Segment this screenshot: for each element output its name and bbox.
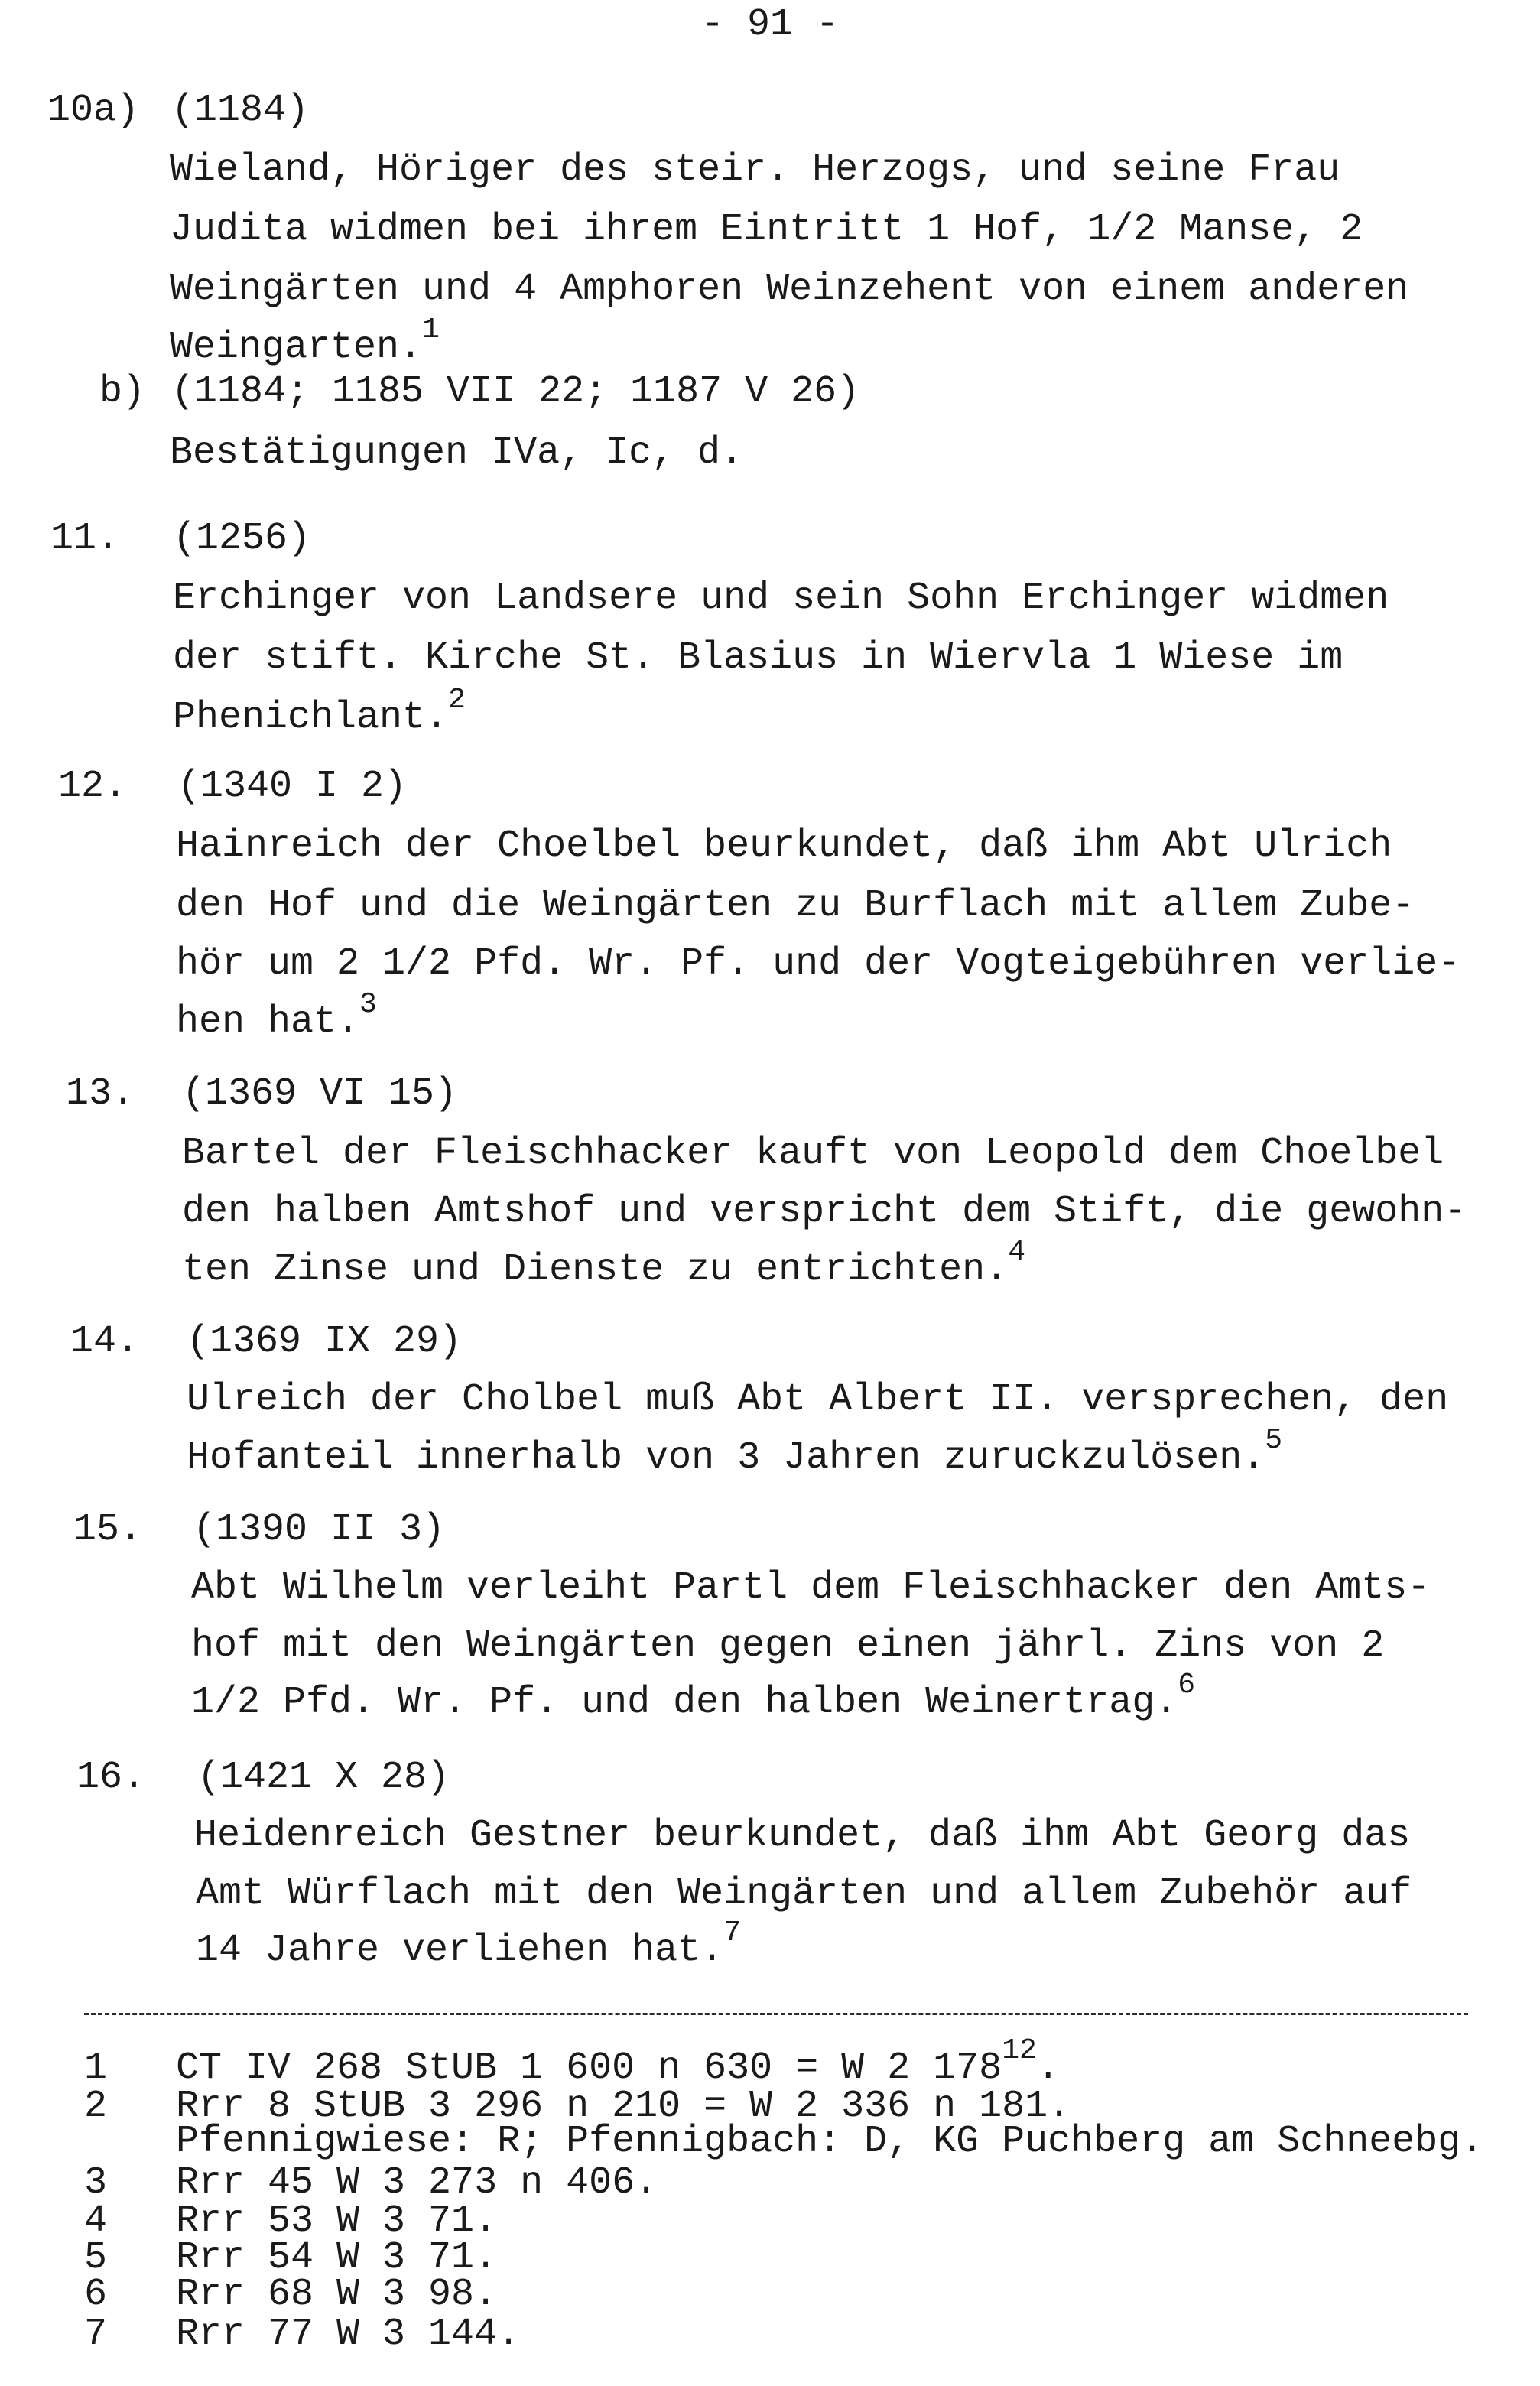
entry-text-line: Ulreich der Cholbel muß Abt Albert II. versprechen, den: [187, 1378, 1449, 1422]
entry-text-line: hör um 2 1/2 Pfd. Wr. Pf. und der Vogteigebühren verlie-: [176, 942, 1461, 986]
footnote-ref: 3: [359, 988, 377, 1021]
footnote-text: Rrr 8 StUB 3 296 n 210 = W 2 336 n 181.: [176, 2085, 1071, 2128]
entry-text-line: Weingärten und 4 Amphoren Weinzehent von einem anderen: [170, 268, 1409, 311]
entry-number: 11.: [50, 517, 120, 561]
entry-text-line-last: [176, 988, 377, 1044]
entry-text-line-last: [196, 1916, 741, 1972]
footnote-text: Rrr 53 W 3 71.: [176, 2199, 498, 2243]
entry-number: 15.: [73, 1508, 143, 1552]
footnote-ref: 4: [1008, 1236, 1025, 1269]
entry-text-line: hof mit den Weingärten gegen einen jährl. Zins von 2: [191, 1624, 1385, 1668]
entry-text: 1/2 Pfd. Wr. Pf. und den halben Weinertrag.: [191, 1681, 1178, 1724]
entry-text-line: Heidenreich Gestner beurkundet, daß ihm Abt Georg das: [194, 1814, 1411, 1858]
entry-text-line: Wieland, Höriger des steir. Herzogs, und seine Frau: [170, 148, 1340, 192]
entry-text-line-last: [191, 1669, 1196, 1724]
entry-date: (1369 IX 29): [187, 1320, 463, 1364]
footnote-text: Rrr 45 W 3 273 n 406.: [176, 2161, 658, 2205]
footnote-ref: 1: [422, 314, 440, 346]
footnote-superscript: 12: [1002, 2034, 1037, 2067]
entry-date: (1421 X 28): [197, 1756, 450, 1799]
footnote-ref: 7: [723, 1916, 741, 1949]
footnote-ref: 2: [448, 684, 466, 717]
footnote-number: 5: [84, 2236, 108, 2280]
entry-text-line: Bartel der Fleischhacker kauft von Leopold dem Choelbel: [182, 1132, 1444, 1175]
entry-text-line: Amt Würflach mit den Weingärten und allem Zubehör auf: [196, 1872, 1412, 1916]
entry-number: 10a): [47, 89, 140, 132]
footnote-number: 7: [84, 2313, 108, 2356]
footnote-number: 6: [84, 2273, 108, 2316]
footnote-text: Rrr 77 W 3 144.: [176, 2313, 521, 2356]
footnote-text: Pfennigwiese: R; Pfennigbach: D, KG Puchberg am Schneebg.: [176, 2120, 1484, 2163]
entry-text: 14 Jahre verliehen hat.: [196, 1929, 724, 1972]
page-number: - 91 -: [700, 3, 840, 47]
footnote-text: [176, 2034, 1060, 2090]
footnote-number: 3: [84, 2161, 108, 2205]
footnote-text-body: CT IV 268 StUB 1 600 n 630 = W 2 178: [176, 2046, 1002, 2090]
entry-date: (1256): [173, 517, 311, 561]
footnote-number: 4: [84, 2199, 108, 2243]
footnote-ref: 5: [1265, 1424, 1283, 1457]
entry-text-line: den halben Amtshof und verspricht dem Stift, die gewohn-: [182, 1190, 1467, 1234]
entry-text: hen hat.: [176, 1000, 360, 1044]
entry-text-line: Abt Wilhelm verleiht Partl dem Fleischhacker den Amts-: [191, 1566, 1431, 1610]
footnote-text: Rrr 54 W 3 71.: [176, 2236, 498, 2280]
footnote-text-tail: .: [1036, 2046, 1060, 2090]
entry-text: Phenichlant.: [173, 696, 449, 740]
entry-text-line: Hainreich der Choelbel beurkundet, daß ihm Abt Ulrich: [176, 824, 1392, 868]
entry-date: (1340 I 2): [177, 765, 408, 808]
entry-date: (1184): [171, 89, 310, 132]
entry-text-line: Judita widmen bei ihrem Eintritt 1 Hof, 1/2 Manse, 2: [170, 208, 1363, 252]
entry-text-line-last: [170, 314, 440, 369]
entry-text-line: Erchinger von Landsere und sein Sohn Erchinger widmen: [173, 577, 1389, 620]
footnote-number: 1: [84, 2046, 108, 2090]
footnote-ref: 6: [1178, 1669, 1196, 1702]
entry-text-line-last: [182, 1236, 1025, 1292]
entry-text-line: Bestätigungen IVa, Ic, d.: [170, 431, 744, 475]
entry-text-line-last: [173, 684, 466, 740]
footnote-separator: [84, 2013, 1468, 2015]
footnote-text: Rrr 68 W 3 98.: [176, 2273, 498, 2316]
entry-text-line: der stift. Kirche St. Blasius in Wiervla 1 Wiese im: [173, 636, 1343, 680]
entry-date: (1184; 1185 VII 22; 1187 V 26): [171, 370, 860, 414]
entry-text-line-last: [187, 1424, 1283, 1480]
entry-text-line: den Hof und die Weingärten zu Burflach mit allem Zube-: [176, 884, 1415, 928]
footnote-number: 2: [84, 2085, 108, 2128]
entry-number: 16.: [76, 1756, 146, 1799]
entry-number: 12.: [58, 765, 128, 808]
entry-text: Weingarten.: [170, 326, 423, 369]
entry-text: Hofanteil innerhalb von 3 Jahren zuruckzulösen.: [187, 1436, 1265, 1480]
entry-date: (1390 II 3): [193, 1508, 446, 1552]
entry-number: b): [99, 370, 146, 414]
entry-number: 13.: [66, 1072, 135, 1116]
entry-date: (1369 VI 15): [182, 1072, 458, 1116]
entry-text: ten Zinse und Dienste zu entrichten.: [182, 1248, 1009, 1292]
entry-number: 14.: [70, 1320, 140, 1364]
